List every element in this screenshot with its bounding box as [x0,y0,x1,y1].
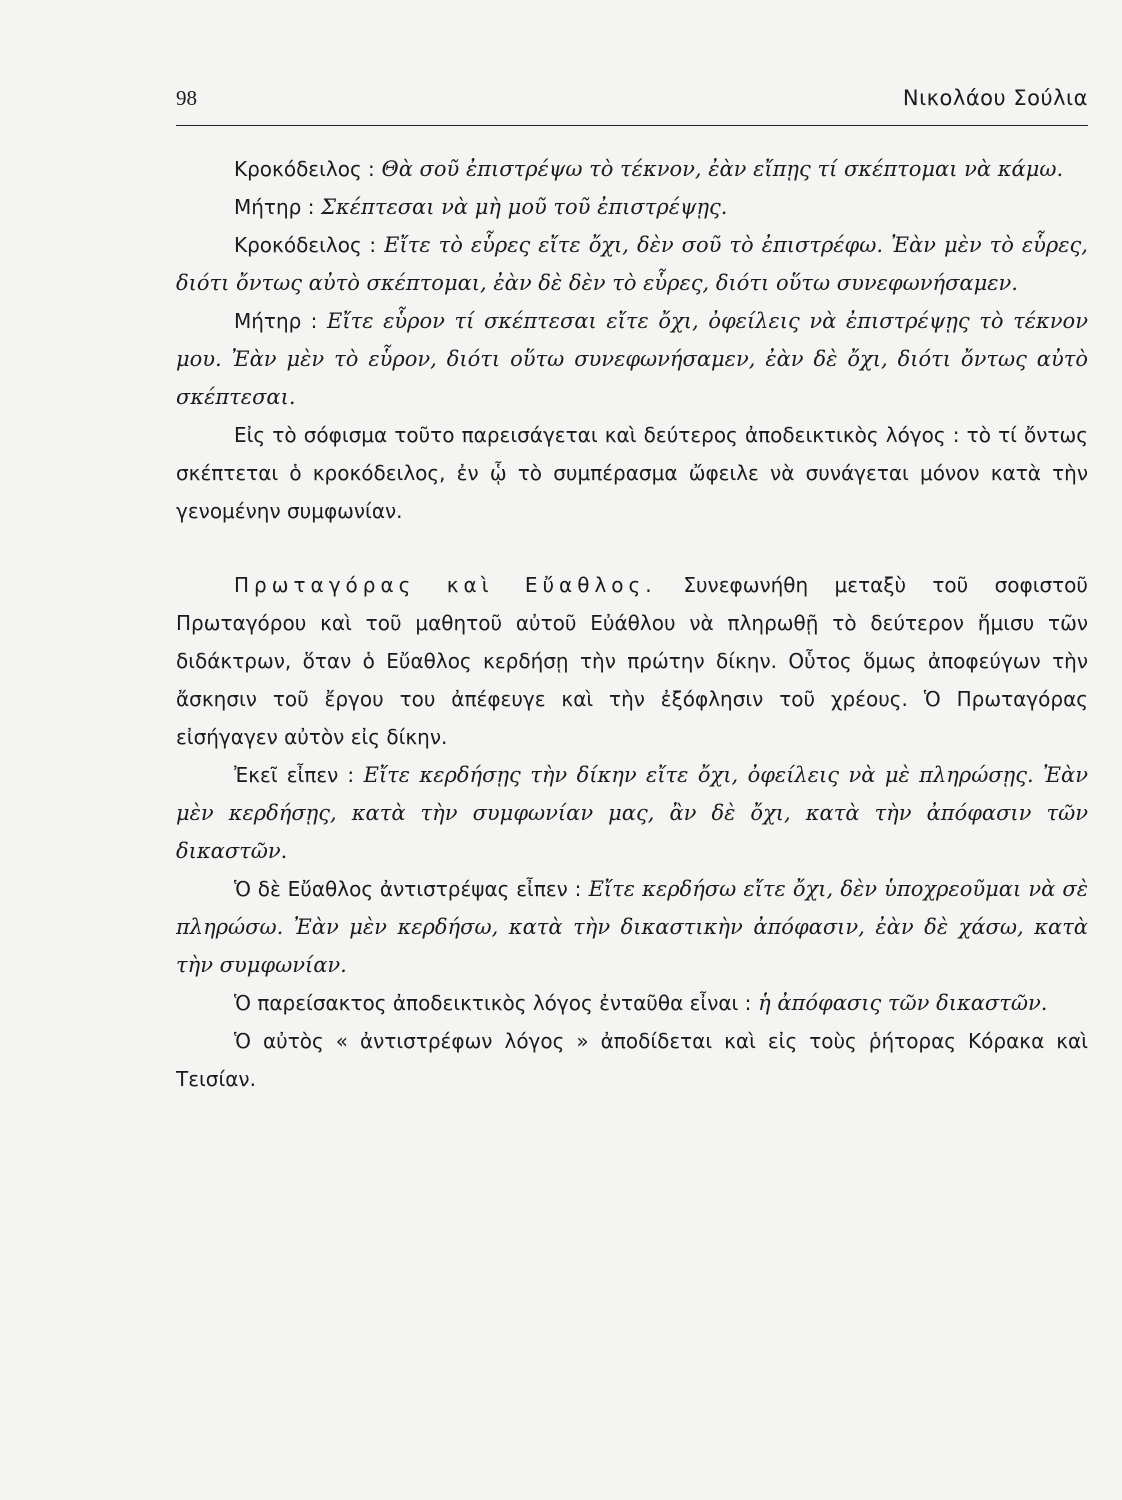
section-title: Πρωταγόρας καὶ Εὔαθλος. [234,573,657,597]
paragraph-1 [176,150,1088,188]
speaker-label: Μήτηρ : [234,195,315,219]
dialogue-text: Εἴτε κερδήσω εἴτε ὄχι, δὲν ὑποχρεοῦμαι νὰ σὲ πληρώσω. Ἐὰν μὲν κερδήσω, κατὰ τὴν δικαστικὴν ἀπόφασιν, ἐὰν δὲ χάσω, κατὰ τὴν συμφωνίαν. [176,877,1089,977]
dialogue-text: Εἴτε κερδήσῃς τὴν δίκην εἴτε ὄχι, ὀφείλεις νὰ μὲ πληρώσῃς. Ἐὰν μὲν κερδήσῃς, κατὰ τὴν συμφωνίαν μας, ἂν δὲ ὄχι, κατὰ τὴν ἀπόφασιν τῶν δικαστῶν. [176,763,1088,863]
dialogue-text: ἡ ἀπόφασις τῶν δικαστῶν. [758,991,1048,1015]
body-text [176,150,1088,1098]
dialogue-text: Σκέπτεσαι νὰ μὴ μοῦ τοῦ ἐπιστρέψῃς. [321,195,728,219]
paragraph-9 [176,984,1088,1022]
paragraph-8 [176,870,1088,984]
dialogue-text: Εἴτε τὸ εὗρες εἴτε ὄχι, δὲν σοῦ τὸ ἐπιστρέφω. Ἐὰν μὲν τὸ εὗρες, διότι ὄντως αὐτὸ σκέπτομαι, ἐὰν δὲ δὲν τὸ εὗρες, διότι οὕτω συνεφωνήσαμεν. [176,233,1088,295]
paragraph-10 [176,1022,1088,1098]
dialogue-text: Εἴτε εὗρον τί σκέπτεσαι εἴτε ὄχι, ὀφείλεις νὰ ἐπιστρέψῃς τὸ τέκνον μου. Ἐὰν μὲν τὸ εὗρον, διότι οὕτω συνεφωνήσαμεν, ἐὰν δὲ ὄχι, διότι ὄντως αὐτὸ σκέπτεσαι. [176,309,1088,409]
page-number: 98 [176,86,197,110]
paragraph-7 [176,756,1088,870]
lead-text: Ὁ παρείσακτος ἀποδεικτικὸς λόγος ἐνταῦθα εἶναι : [234,991,752,1015]
page-header [176,86,1088,122]
speaker-label: Κροκόδειλος : [234,233,377,257]
speaker-label: Μήτηρ : [234,309,318,333]
paragraph-6 [176,566,1088,756]
lead-text: Ἐκεῖ εἶπεν : [234,763,355,787]
paragraph-2 [176,188,1088,226]
lead-text: Ὁ δὲ Εὔαθλος ἀντιστρέψας εἶπεν : [234,877,582,901]
body-paragraph-text: Συνεφωνήθη μεταξὺ τοῦ σοφιστοῦ Πρωταγόρου καὶ τοῦ μαθητοῦ αὐτοῦ Εὐάθλου νὰ πληρωθῇ τὸ δεύτερον ἥμισυ τῶν διδάκτρων, ὅταν ὁ Εὔαθλος κερδήσῃ τὴν πρώτην δίκην. Οὗτος ὅμως ἀποφεύγων τὴν ἄσκησιν τοῦ ἔργου του ἀπέφευγε καὶ τὴν ἐξόφλησιν τοῦ χρέους. Ὁ Πρωταγόρας εἰσήγαγεν αὐτὸν εἰς δίκην. [176,573,1088,749]
header-rule [176,125,1088,126]
paragraph-3 [176,226,1088,302]
dialogue-text: Θὰ σοῦ ἐπιστρέψω τὸ τέκνον, ἐὰν εἴπῃς τί σκέπτομαι νὰ κάμω. [381,157,1064,181]
speaker-label: Κροκόδειλος : [234,157,375,181]
paragraph-5 [176,416,1088,530]
body-paragraph-text: Ὁ αὐτὸς « ἀντιστρέφων λόγος » ἀποδίδεται καὶ εἰς τοὺς ῥήτορας Κόρακα καὶ Τεισίαν. [176,1029,1088,1091]
paragraph-4 [176,302,1088,416]
body-paragraph-text: Εἰς τὸ σόφισμα τοῦτο παρεισάγεται καὶ δεύτερος ἀποδεικτικὸς λόγος : τὸ τί ὄντως σκέπτεται ὁ κροκόδειλος, ἐν ᾧ τὸ συμπέρασμα ὤφειλε νὰ συνάγεται μόνον κατὰ τὴν γενομένην συμφωνίαν. [176,423,1088,523]
running-head: Νικολάου Σούλια [902,86,1088,110]
